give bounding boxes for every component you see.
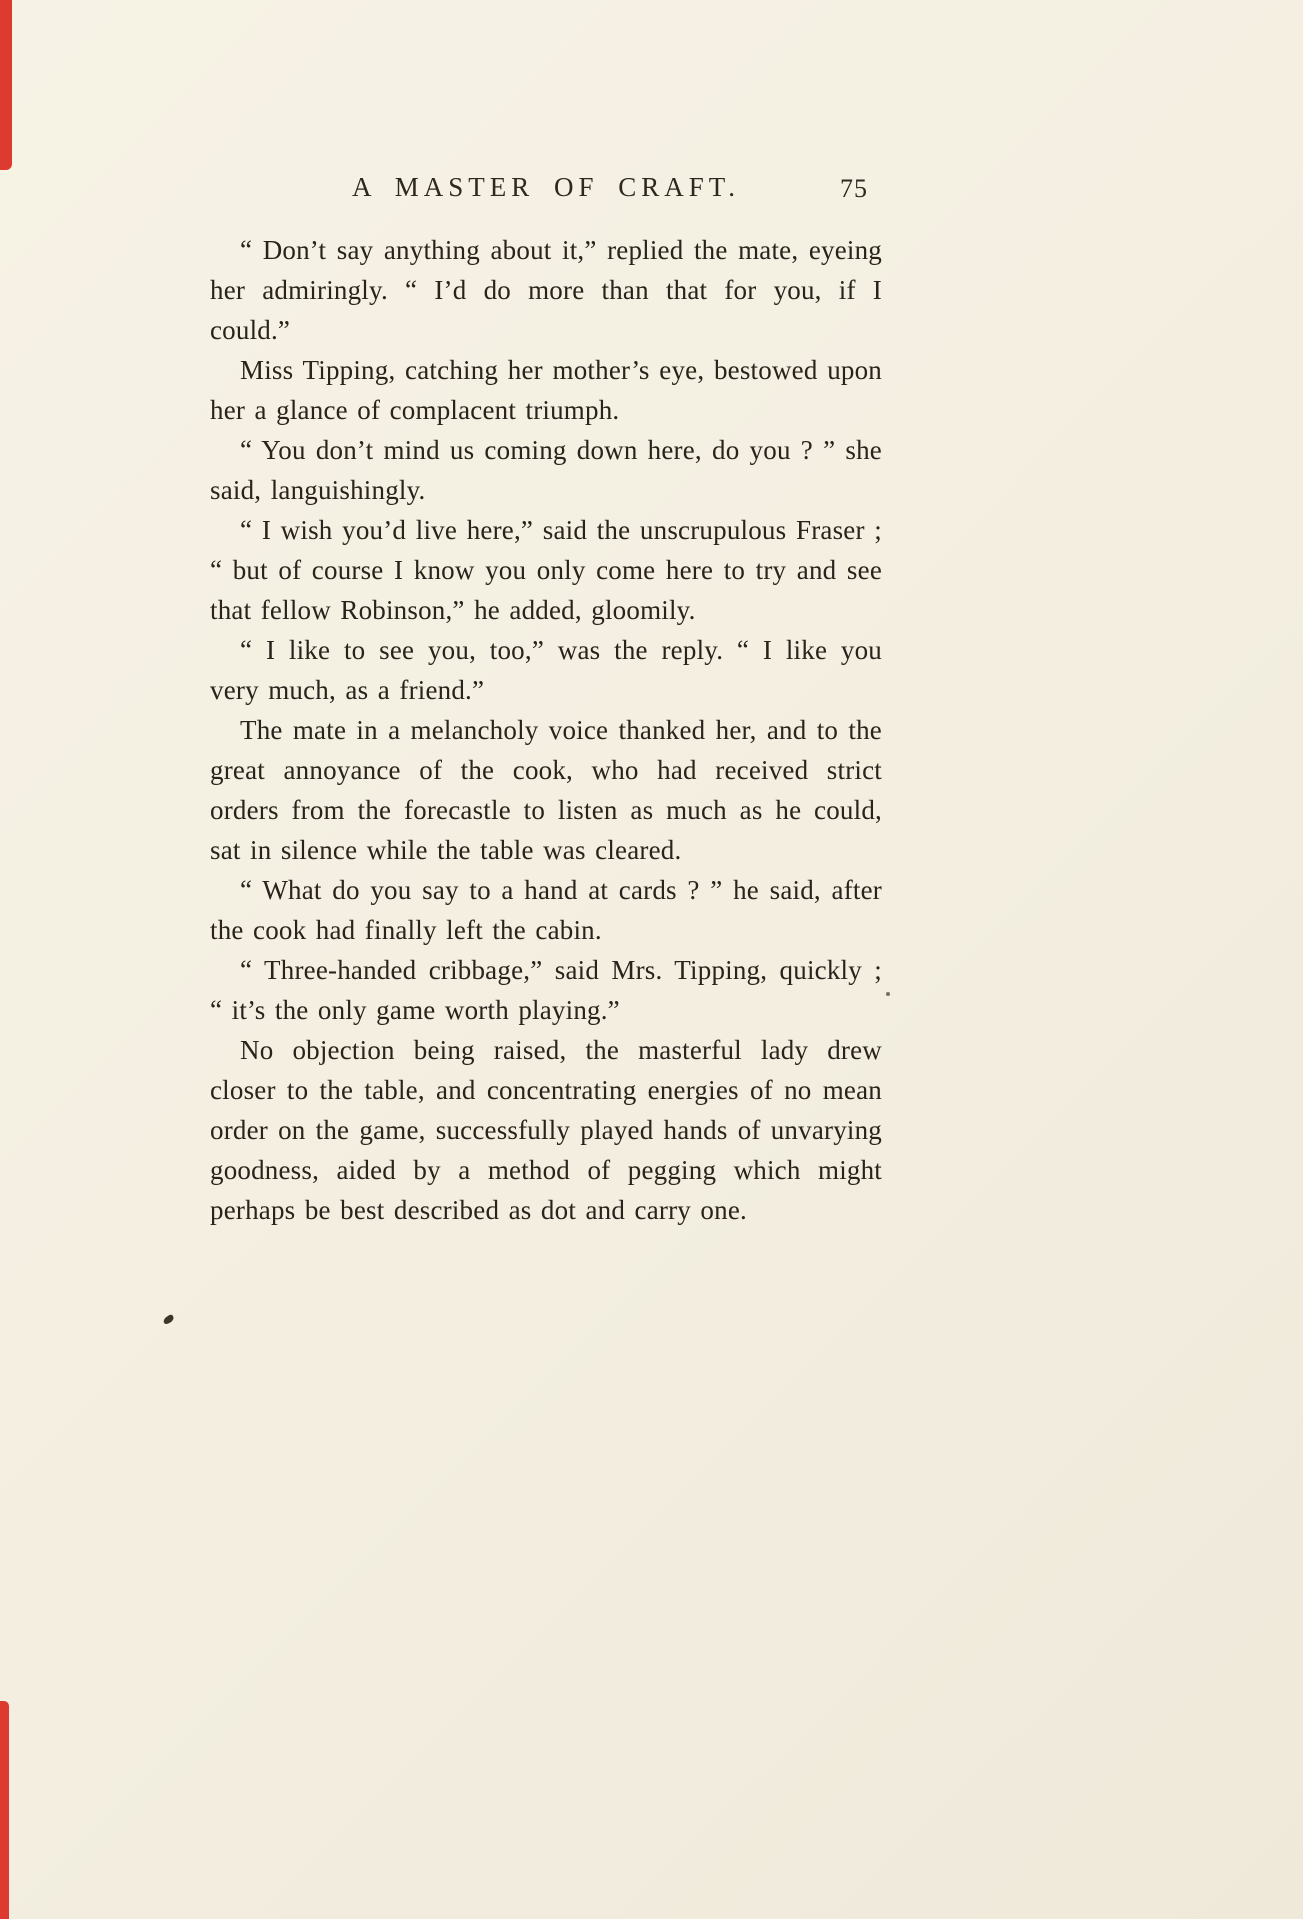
body-paragraph: “ You don’t mind us coming down here, do you ? ” she said, languishingly.	[210, 435, 882, 505]
folio-page-number: 75	[840, 174, 868, 203]
body-paragraph: “ I wish you’d live here,” said the unscrupulous Fraser ; “ but of course I know you only come here to try and see that fellow Robinson,” he added, gloomily.	[210, 515, 882, 625]
body-paragraph: “ Three-handed cribbage,” said Mrs. Tipping, quickly ; “ it’s the only game worth playing.”	[210, 955, 882, 1025]
page-header	[210, 172, 882, 216]
text-block	[210, 230, 882, 1230]
body-paragraph: Miss Tipping, catching her mother’s eye, bestowed upon her a glance of complacent triumph.	[210, 355, 882, 425]
ink-speck	[886, 992, 890, 996]
red-edge-mark-bottom	[0, 1701, 9, 1919]
running-title: A MASTER OF CRAFT.	[351, 172, 741, 202]
body-paragraph: “ I like to see you, too,” was the reply. “ I like you very much, as a friend.”	[210, 635, 882, 705]
body-paragraph: “ What do you say to a hand at cards ? ” he said, after the cook had finally left the cabin.	[210, 875, 882, 945]
red-edge-mark-top	[0, 0, 12, 170]
body-paragraph: No objection being raised, the masterful lady drew closer to the table, and concentrating energies of no mean order on the game, successfully played hands of unvarying goodness, aided by a method of pegging which might perhaps be best described as dot and carry one.	[210, 1035, 882, 1225]
body-paragraph: The mate in a melancholy voice thanked her, and to the great annoyance of the cook, who had received strict orders from the forecastle to listen as much as he could, sat in silence while the table was cleared.	[210, 715, 882, 865]
page-content	[210, 172, 882, 1230]
ink-smudge	[162, 1314, 175, 1325]
body-paragraph: “ Don’t say anything about it,” replied the mate, eyeing her admiringly. “ I’d do more than that for you, if I could.”	[210, 235, 882, 345]
